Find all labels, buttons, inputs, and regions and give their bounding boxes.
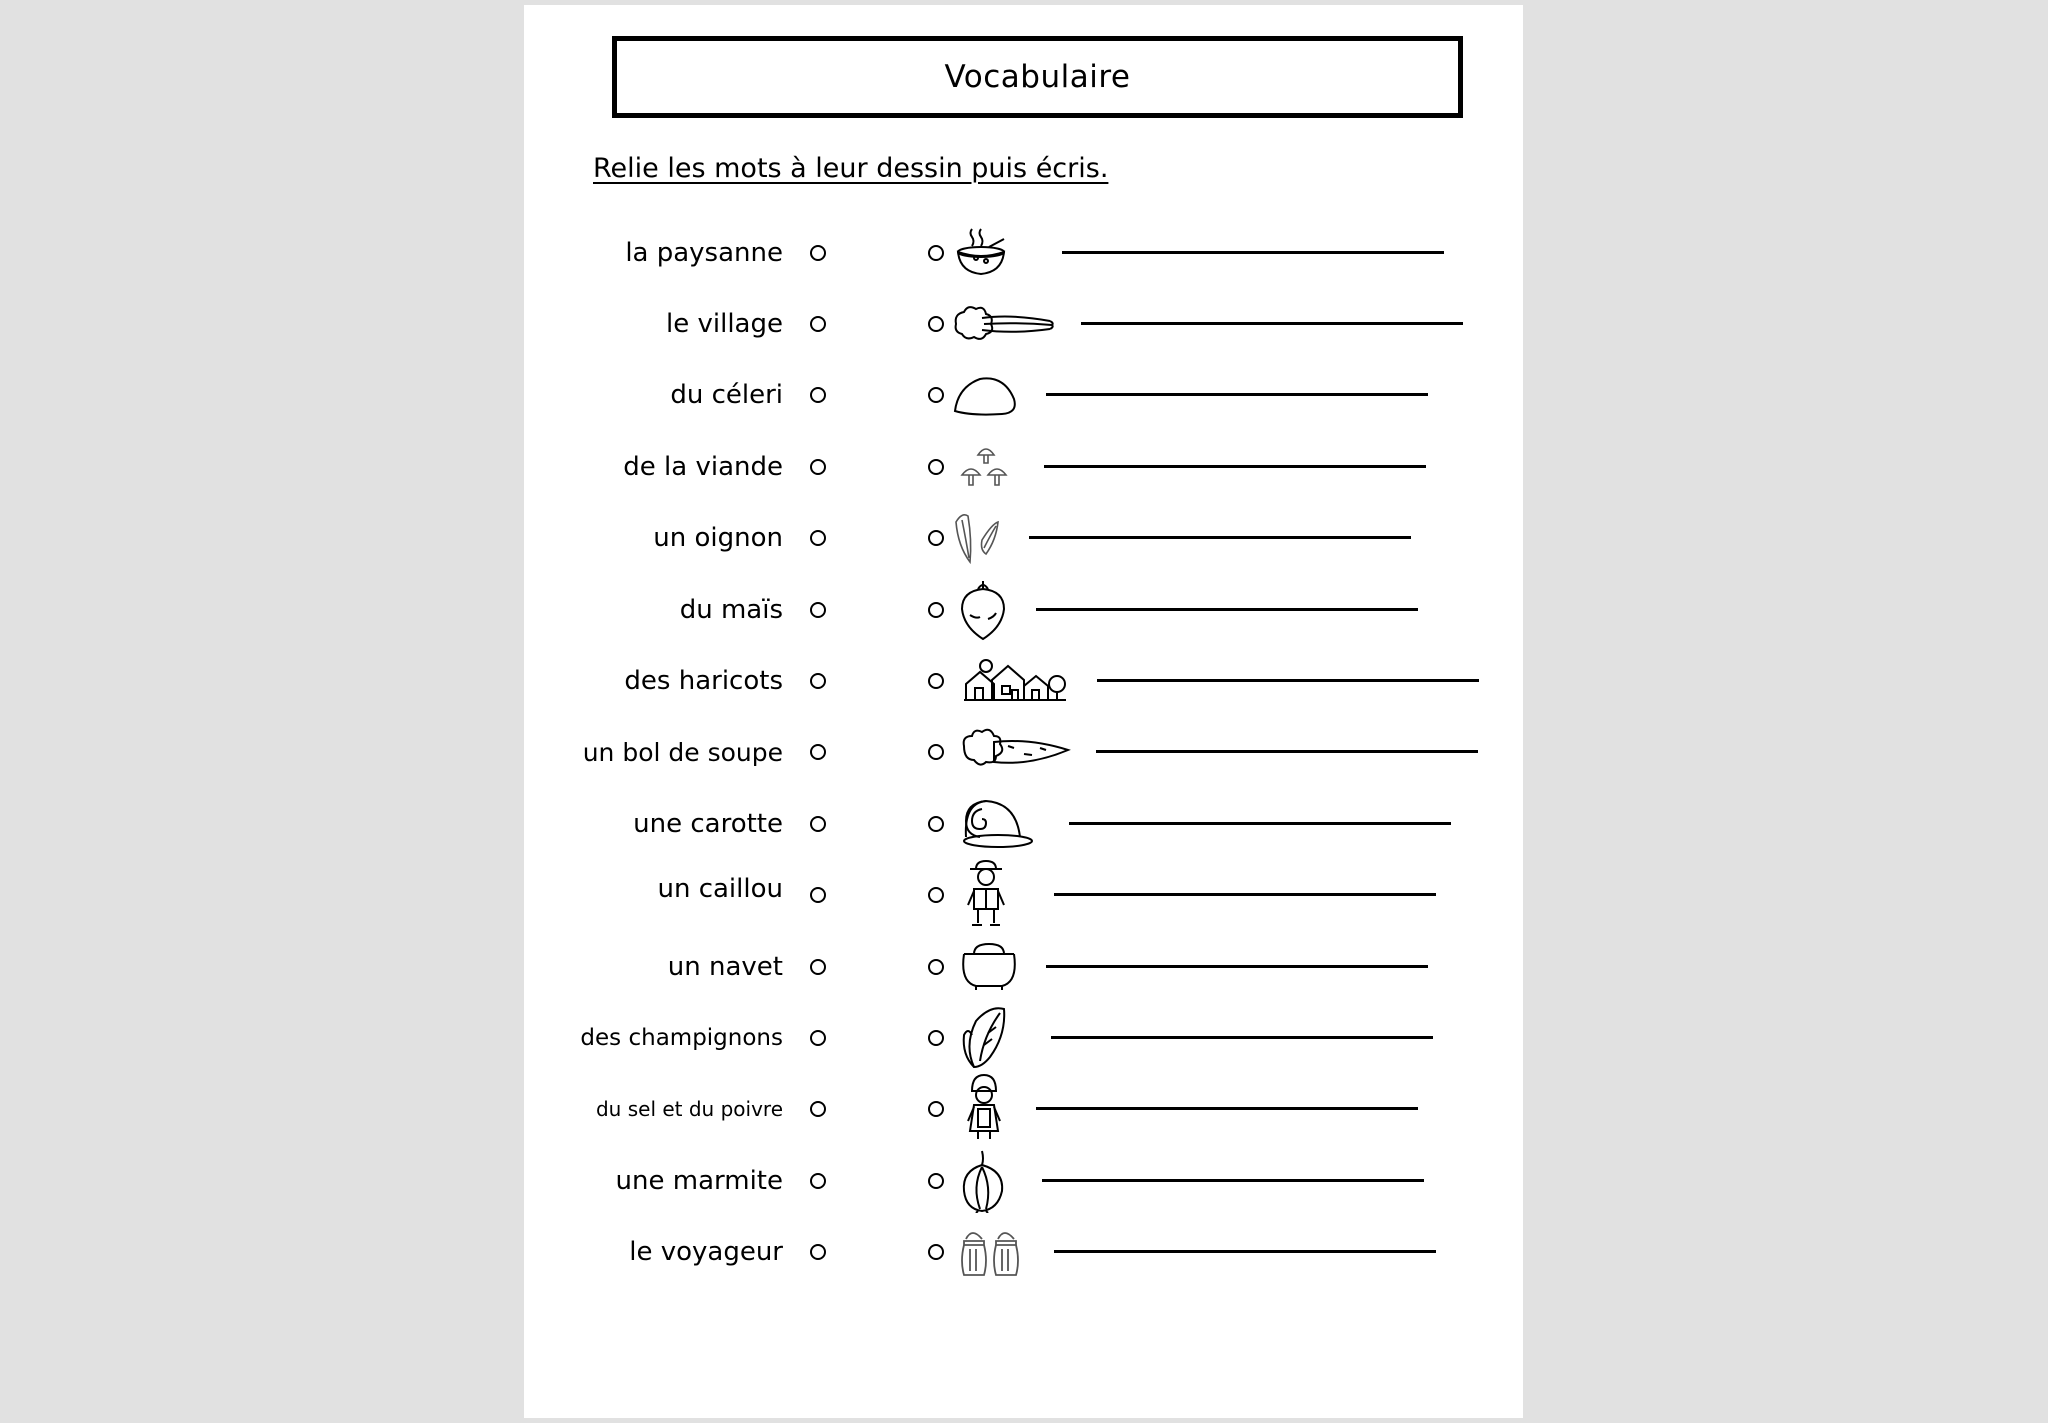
picture-connect-dot[interactable] bbox=[928, 387, 944, 403]
answer-line[interactable] bbox=[1036, 1107, 1418, 1110]
word-label: des champignons bbox=[580, 1025, 783, 1051]
list-item bbox=[524, 294, 1523, 354]
corn-icon bbox=[960, 1008, 1010, 1068]
mushrooms-icon bbox=[960, 437, 1012, 497]
list-item bbox=[524, 794, 1523, 854]
picture-connect-dot[interactable] bbox=[928, 1030, 944, 1046]
list-item bbox=[524, 651, 1523, 711]
answer-line[interactable] bbox=[1046, 965, 1428, 968]
word-connect-dot[interactable] bbox=[810, 602, 826, 618]
worksheet-page bbox=[524, 5, 1523, 1418]
picture-connect-dot[interactable] bbox=[928, 887, 944, 903]
list-item bbox=[524, 437, 1523, 497]
traveler-boy-icon bbox=[964, 865, 1008, 925]
instruction-text: Relie les mots à leur dessin puis écris. bbox=[593, 153, 1109, 184]
carrot-icon bbox=[960, 722, 1072, 782]
page-title: Vocabulaire bbox=[612, 36, 1463, 118]
word-label: le voyageur bbox=[629, 1237, 783, 1267]
word-connect-dot[interactable] bbox=[810, 245, 826, 261]
word-connect-dot[interactable] bbox=[810, 1173, 826, 1189]
picture-connect-dot[interactable] bbox=[928, 673, 944, 689]
answer-line[interactable] bbox=[1042, 1179, 1424, 1182]
word-label: un oignon bbox=[653, 523, 783, 553]
list-item bbox=[524, 223, 1523, 283]
word-connect-dot[interactable] bbox=[810, 459, 826, 475]
list-item bbox=[524, 865, 1523, 925]
word-label: un caillou bbox=[657, 874, 783, 904]
list-item bbox=[524, 1079, 1523, 1139]
word-label: un navet bbox=[667, 952, 783, 982]
word-label: la paysanne bbox=[625, 238, 783, 268]
word-connect-dot[interactable] bbox=[810, 1101, 826, 1117]
picture-connect-dot[interactable] bbox=[928, 459, 944, 475]
list-item bbox=[524, 1222, 1523, 1282]
answer-line[interactable] bbox=[1069, 822, 1451, 825]
answer-line[interactable] bbox=[1054, 1250, 1436, 1253]
peasant-woman-icon bbox=[962, 1079, 1006, 1139]
picture-connect-dot[interactable] bbox=[928, 816, 944, 832]
answer-line[interactable] bbox=[1081, 322, 1463, 325]
answer-line[interactable] bbox=[1097, 679, 1479, 682]
picture-connect-dot[interactable] bbox=[928, 245, 944, 261]
word-label: une marmite bbox=[615, 1166, 783, 1196]
picture-connect-dot[interactable] bbox=[928, 1173, 944, 1189]
answer-line[interactable] bbox=[1046, 393, 1428, 396]
picture-connect-dot[interactable] bbox=[928, 744, 944, 760]
word-connect-dot[interactable] bbox=[810, 887, 826, 903]
word-label: de la viande bbox=[623, 452, 783, 482]
picture-connect-dot[interactable] bbox=[928, 316, 944, 332]
word-label: une carotte bbox=[633, 809, 783, 839]
word-label: un bol de soupe bbox=[582, 737, 783, 767]
ham-icon bbox=[960, 794, 1034, 854]
word-label: du maïs bbox=[679, 595, 783, 625]
picture-connect-dot[interactable] bbox=[928, 1101, 944, 1117]
answer-line[interactable] bbox=[1051, 1036, 1433, 1039]
list-item bbox=[524, 365, 1523, 425]
picture-connect-dot[interactable] bbox=[928, 530, 944, 546]
turnip-icon bbox=[958, 580, 1008, 640]
word-label: des haricots bbox=[624, 666, 783, 696]
green-beans-icon bbox=[952, 508, 1002, 568]
word-connect-dot[interactable] bbox=[810, 816, 826, 832]
word-connect-dot[interactable] bbox=[810, 1244, 826, 1260]
soup-bowl-icon bbox=[954, 223, 1008, 283]
word-label: du sel et du poivre bbox=[595, 1097, 783, 1121]
answer-line[interactable] bbox=[1029, 536, 1411, 539]
picture-connect-dot[interactable] bbox=[928, 959, 944, 975]
word-label: le village bbox=[666, 309, 783, 339]
list-item bbox=[524, 1151, 1523, 1211]
answer-line[interactable] bbox=[1062, 251, 1444, 254]
picture-connect-dot[interactable] bbox=[928, 602, 944, 618]
list-item bbox=[524, 508, 1523, 568]
pot-icon bbox=[958, 937, 1020, 997]
list-item bbox=[524, 722, 1523, 782]
answer-line[interactable] bbox=[1036, 608, 1418, 611]
word-connect-dot[interactable] bbox=[810, 316, 826, 332]
word-connect-dot[interactable] bbox=[810, 744, 826, 760]
picture-connect-dot[interactable] bbox=[928, 1244, 944, 1260]
onion-icon bbox=[960, 1151, 1006, 1211]
word-connect-dot[interactable] bbox=[810, 673, 826, 689]
village-icon bbox=[962, 651, 1068, 711]
answer-line[interactable] bbox=[1096, 750, 1478, 753]
salt-pepper-icon bbox=[958, 1222, 1026, 1282]
answer-line[interactable] bbox=[1054, 893, 1436, 896]
word-connect-dot[interactable] bbox=[810, 1030, 826, 1046]
word-connect-dot[interactable] bbox=[810, 959, 826, 975]
word-connect-dot[interactable] bbox=[810, 387, 826, 403]
answer-line[interactable] bbox=[1044, 465, 1426, 468]
word-connect-dot[interactable] bbox=[810, 530, 826, 546]
list-item bbox=[524, 1008, 1523, 1068]
celery-icon bbox=[952, 294, 1054, 354]
list-item bbox=[524, 937, 1523, 997]
pebble-icon bbox=[952, 365, 1018, 425]
word-label: du céleri bbox=[670, 380, 783, 410]
list-item bbox=[524, 580, 1523, 640]
